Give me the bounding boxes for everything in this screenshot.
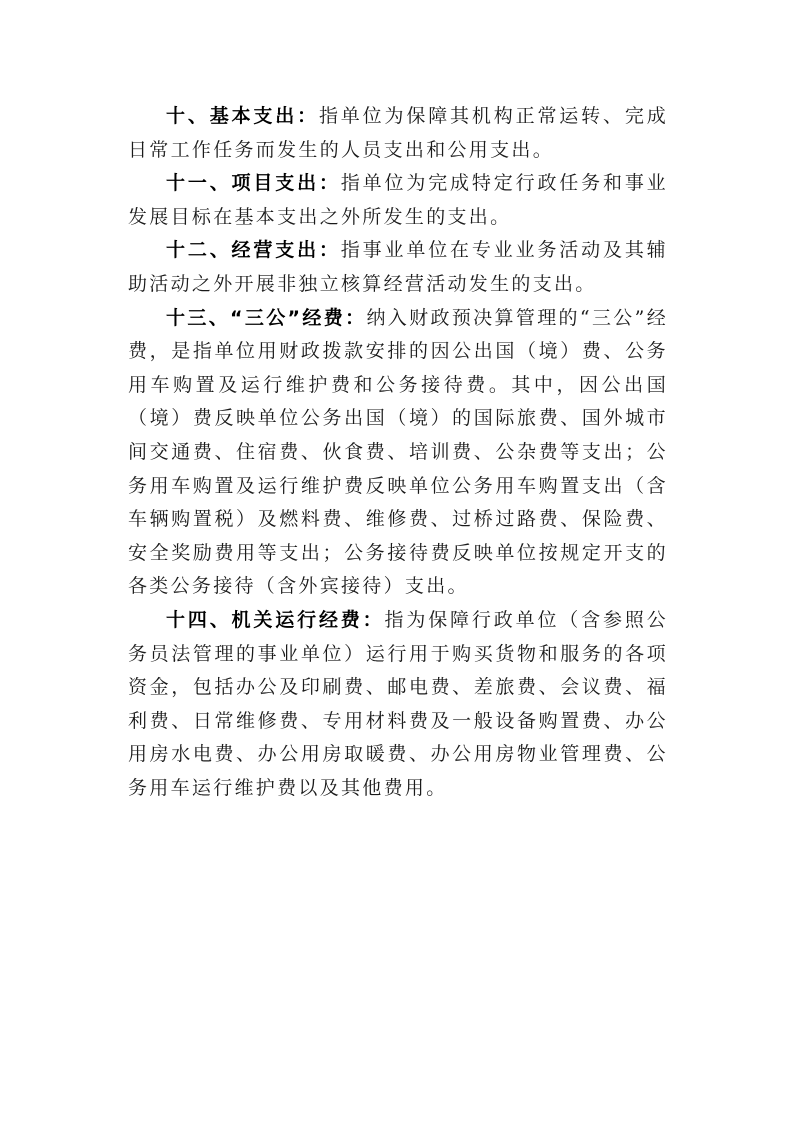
definition-text: 指为保障行政单位（含参照公务员法管理的事业单位）运行用于购买货物和服务的各项资金，包括办公及印刷费、邮电费、差旅费、会议费、福利费、日常维修费、专用材料费及一般设备购置费、办公用房水电费、办公用房取暖费、办公用房物业管理费、公务用车运行维护费以及其他费用。 [128, 608, 668, 799]
definition-term: 十一、项目支出： [166, 172, 341, 195]
definition-paragraph-three-public-expenses [128, 302, 668, 604]
definition-text: 指单位为保障其机构正常运转、完成日常工作任务而发生的人员支出和公用支出。 [128, 105, 668, 161]
definition-paragraph-operating-expenditure [128, 234, 668, 301]
definition-text: 纳入财政预决算管理的“三公”经费，是指单位用财政拨款安排的因公出国（境）费、公务用车购置及运行维护费和公务接待费。其中，因公出国（境）费反映单位公务出国（境）的国际旅费、国外城市间交通费、住宿费、伙食费、培训费、公杂费等支出；公务用车购置及运行维护费反映单位公务用车购置支出（含车辆购置税）及燃料费、维修费、过桥过路费、保险费、安全奖励费用等支出；公务接待费反映单位按规定开支的各类公务接待（含外宾接待）支出。 [128, 306, 668, 598]
definition-term: 十、基本支出： [166, 105, 319, 127]
definition-paragraph-agency-operating-funds [128, 604, 668, 806]
definition-term: 十四、机关运行经费： [166, 608, 385, 631]
definition-term: 十三、“三公”经费： [166, 306, 367, 329]
definitions-body [128, 100, 668, 805]
definition-text: 指事业单位在专业业务活动及其辅助活动之外开展非独立核算经营活动发生的支出。 [128, 239, 668, 295]
definition-text: 指单位为完成特定行政任务和事业发展目标在基本支出之外所发生的支出。 [128, 172, 668, 228]
definition-paragraph-project-expenditure [128, 167, 668, 234]
definition-paragraph-basic-expenditure [128, 100, 668, 167]
definition-term: 十二、经营支出： [166, 239, 341, 262]
